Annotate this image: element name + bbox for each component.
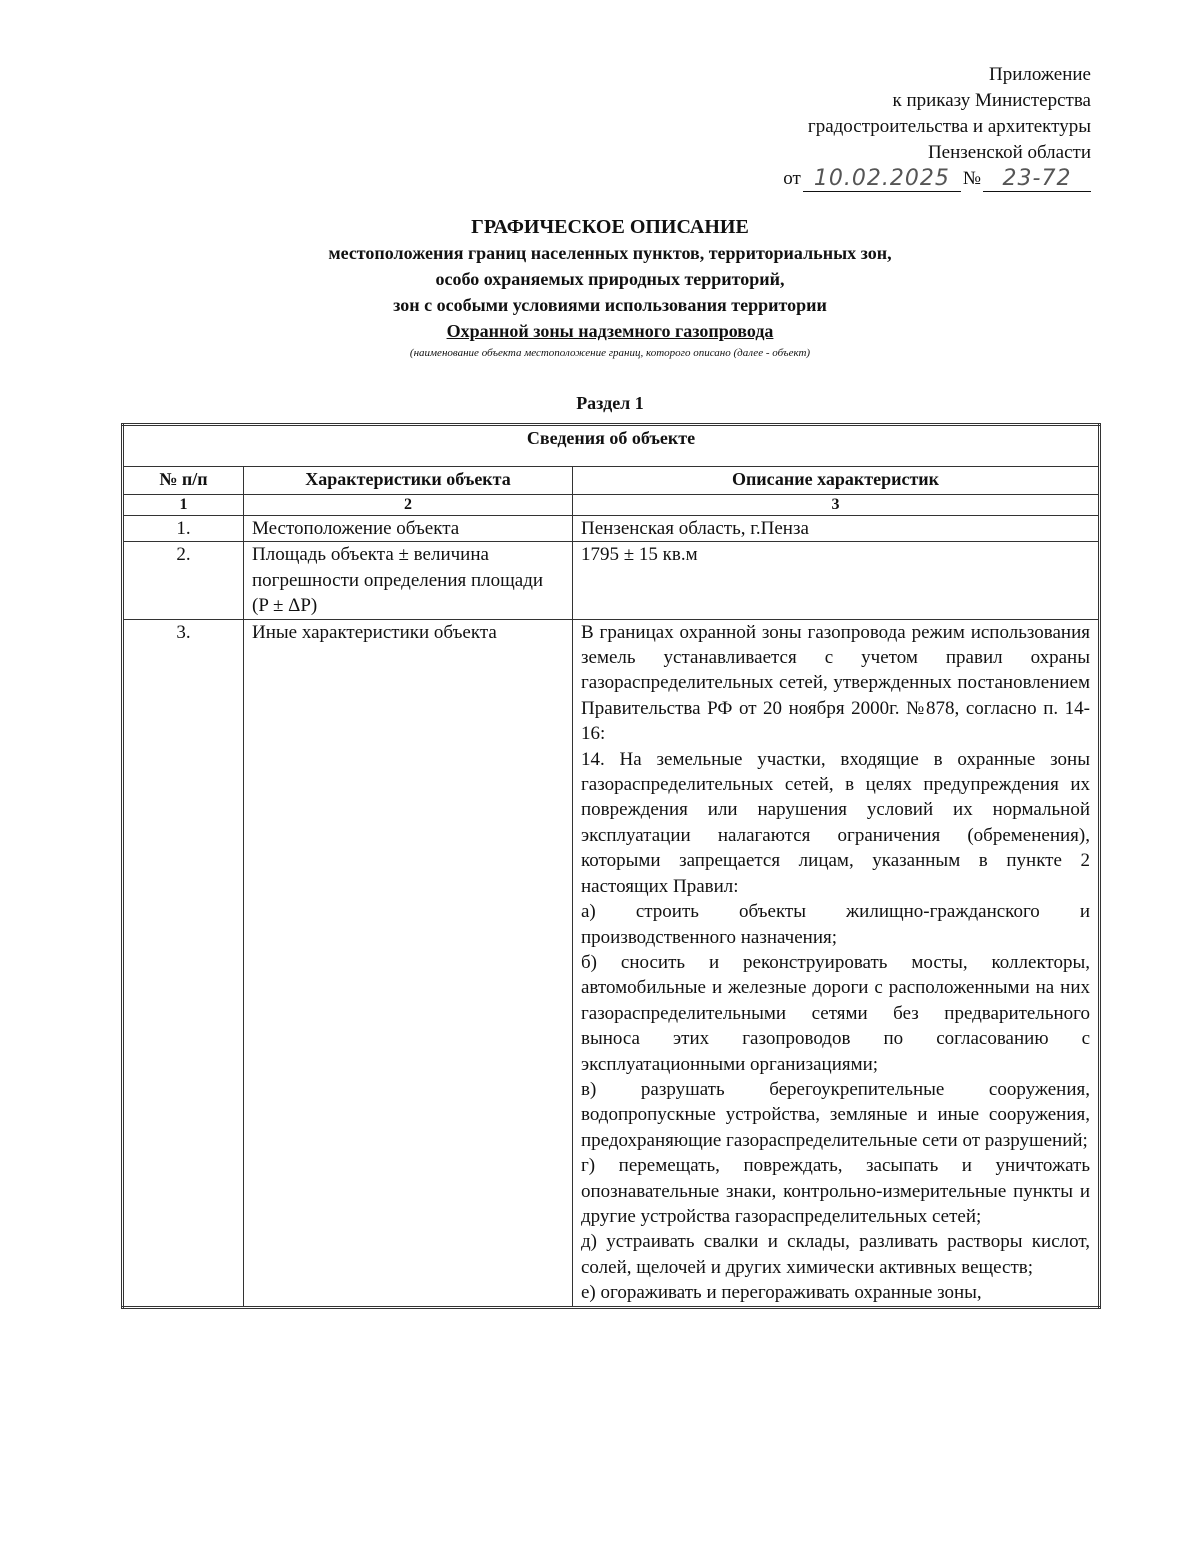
header-description: Описание характеристик: [573, 467, 1100, 495]
object-name: Охранной зоны надземного газопровода: [446, 321, 774, 341]
document-subtitle: зон с особыми условиями использования территории: [393, 295, 827, 315]
table-row: [123, 619, 1100, 1307]
table-header-row: [123, 467, 1100, 495]
description-paragraph: д) устраивать свалки и склады, разливать растворы кислот, солей, щелочей и других химически активных веществ;: [581, 1231, 1090, 1278]
row-number: 1.: [123, 516, 244, 542]
from-label: от: [783, 168, 801, 189]
object-name-note: (наименование объекта местоположение границ, которого описано (далее - объект): [409, 347, 811, 359]
document-title: ГРАФИЧЕСКОЕ ОПИСАНИЕ: [471, 216, 749, 238]
object-info-table: [121, 423, 1101, 1309]
row-characteristic: Иные характеристики объекта: [244, 619, 573, 1307]
row-characteristic: Площадь объекта ± величина погрешности определения площади (P ± ΔP): [244, 542, 573, 619]
document-subtitle: особо охраняемых природных территорий,: [435, 269, 785, 289]
table-row: [123, 542, 1100, 619]
description-paragraph: а) строить объекты жилищно-гражданского и производственного назначения;: [581, 901, 1090, 948]
number-label: №: [962, 168, 981, 189]
section-title: Раздел 1: [576, 393, 644, 413]
description-paragraph: В границах охранной зоны газопровода режим использования земель устанавливается с учетом правил охраны газораспределительных сетей, утвержденных постановлением Правительства РФ от 20 ноября 2000г. №878, согласно п. 14-16:: [581, 621, 1090, 745]
document-subtitle: местоположения границ населенных пунктов, территориальных зон,: [328, 243, 892, 263]
column-number: 1: [123, 495, 244, 516]
handwritten-date: 10.02.2025: [803, 167, 961, 192]
appendix-block: [731, 62, 1091, 192]
description-paragraph: е) огораживать и перегораживать охранные зоны,: [581, 1282, 982, 1304]
handwritten-number: 23-72: [983, 167, 1091, 192]
description-paragraph: б) сносить и реконструировать мосты, коллекторы, автомобильные и железные дороги с расположенными на них газораспределительными сетями без предварительного выноса этих газопроводов по согласованию с эксплуатационными организациями;: [581, 951, 1090, 1075]
header-characteristic: Характеристики объекта: [244, 467, 573, 495]
appendix-line: Приложение: [989, 64, 1091, 85]
row-description: 1795 ± 15 кв.м: [573, 542, 1100, 619]
description-paragraph: г) перемещать, повреждать, засыпать и уничтожать опознавательные знаки, контрольно-измерительные пункты и другие устройства газораспределительных сетей;: [581, 1155, 1090, 1227]
appendix-line: Пензенской области: [927, 142, 1091, 163]
table-caption-row: [123, 425, 1100, 467]
column-number: 2: [244, 495, 573, 516]
row-number: 2.: [123, 542, 244, 619]
table-row: [123, 516, 1100, 542]
appendix-line: градостроительства и архитектуры: [807, 116, 1091, 137]
order-reference: [731, 166, 1091, 192]
column-number: 3: [573, 495, 1100, 516]
row-characteristic: Местоположение объекта: [244, 516, 573, 542]
row-number: 3.: [123, 619, 244, 1307]
appendix-line: к приказу Министерства: [892, 90, 1091, 111]
description-paragraph: в) разрушать берегоукрепительные сооружения, водопропускные устройства, земляные и иные сооружения, предохраняющие газораспределительные сети от разрушений;: [581, 1078, 1090, 1151]
row-description: [573, 619, 1100, 1307]
row-description: Пензенская область, г.Пенза: [573, 516, 1100, 542]
description-paragraph: 14. На земельные участки, входящие в охранные зоны газораспределительных сетей, в целях предупреждения их повреждения или нарушения условий их нормальной эксплуатации налагаются ограничения (обременения), которыми запрещается лицам, указанным в пункте 2 настоящих Правил:: [581, 748, 1090, 897]
header-number: № п/п: [123, 467, 244, 495]
document-heading: [120, 214, 1100, 360]
table-caption: Сведения об объекте: [123, 425, 1100, 467]
column-numbers-row: [123, 495, 1100, 516]
